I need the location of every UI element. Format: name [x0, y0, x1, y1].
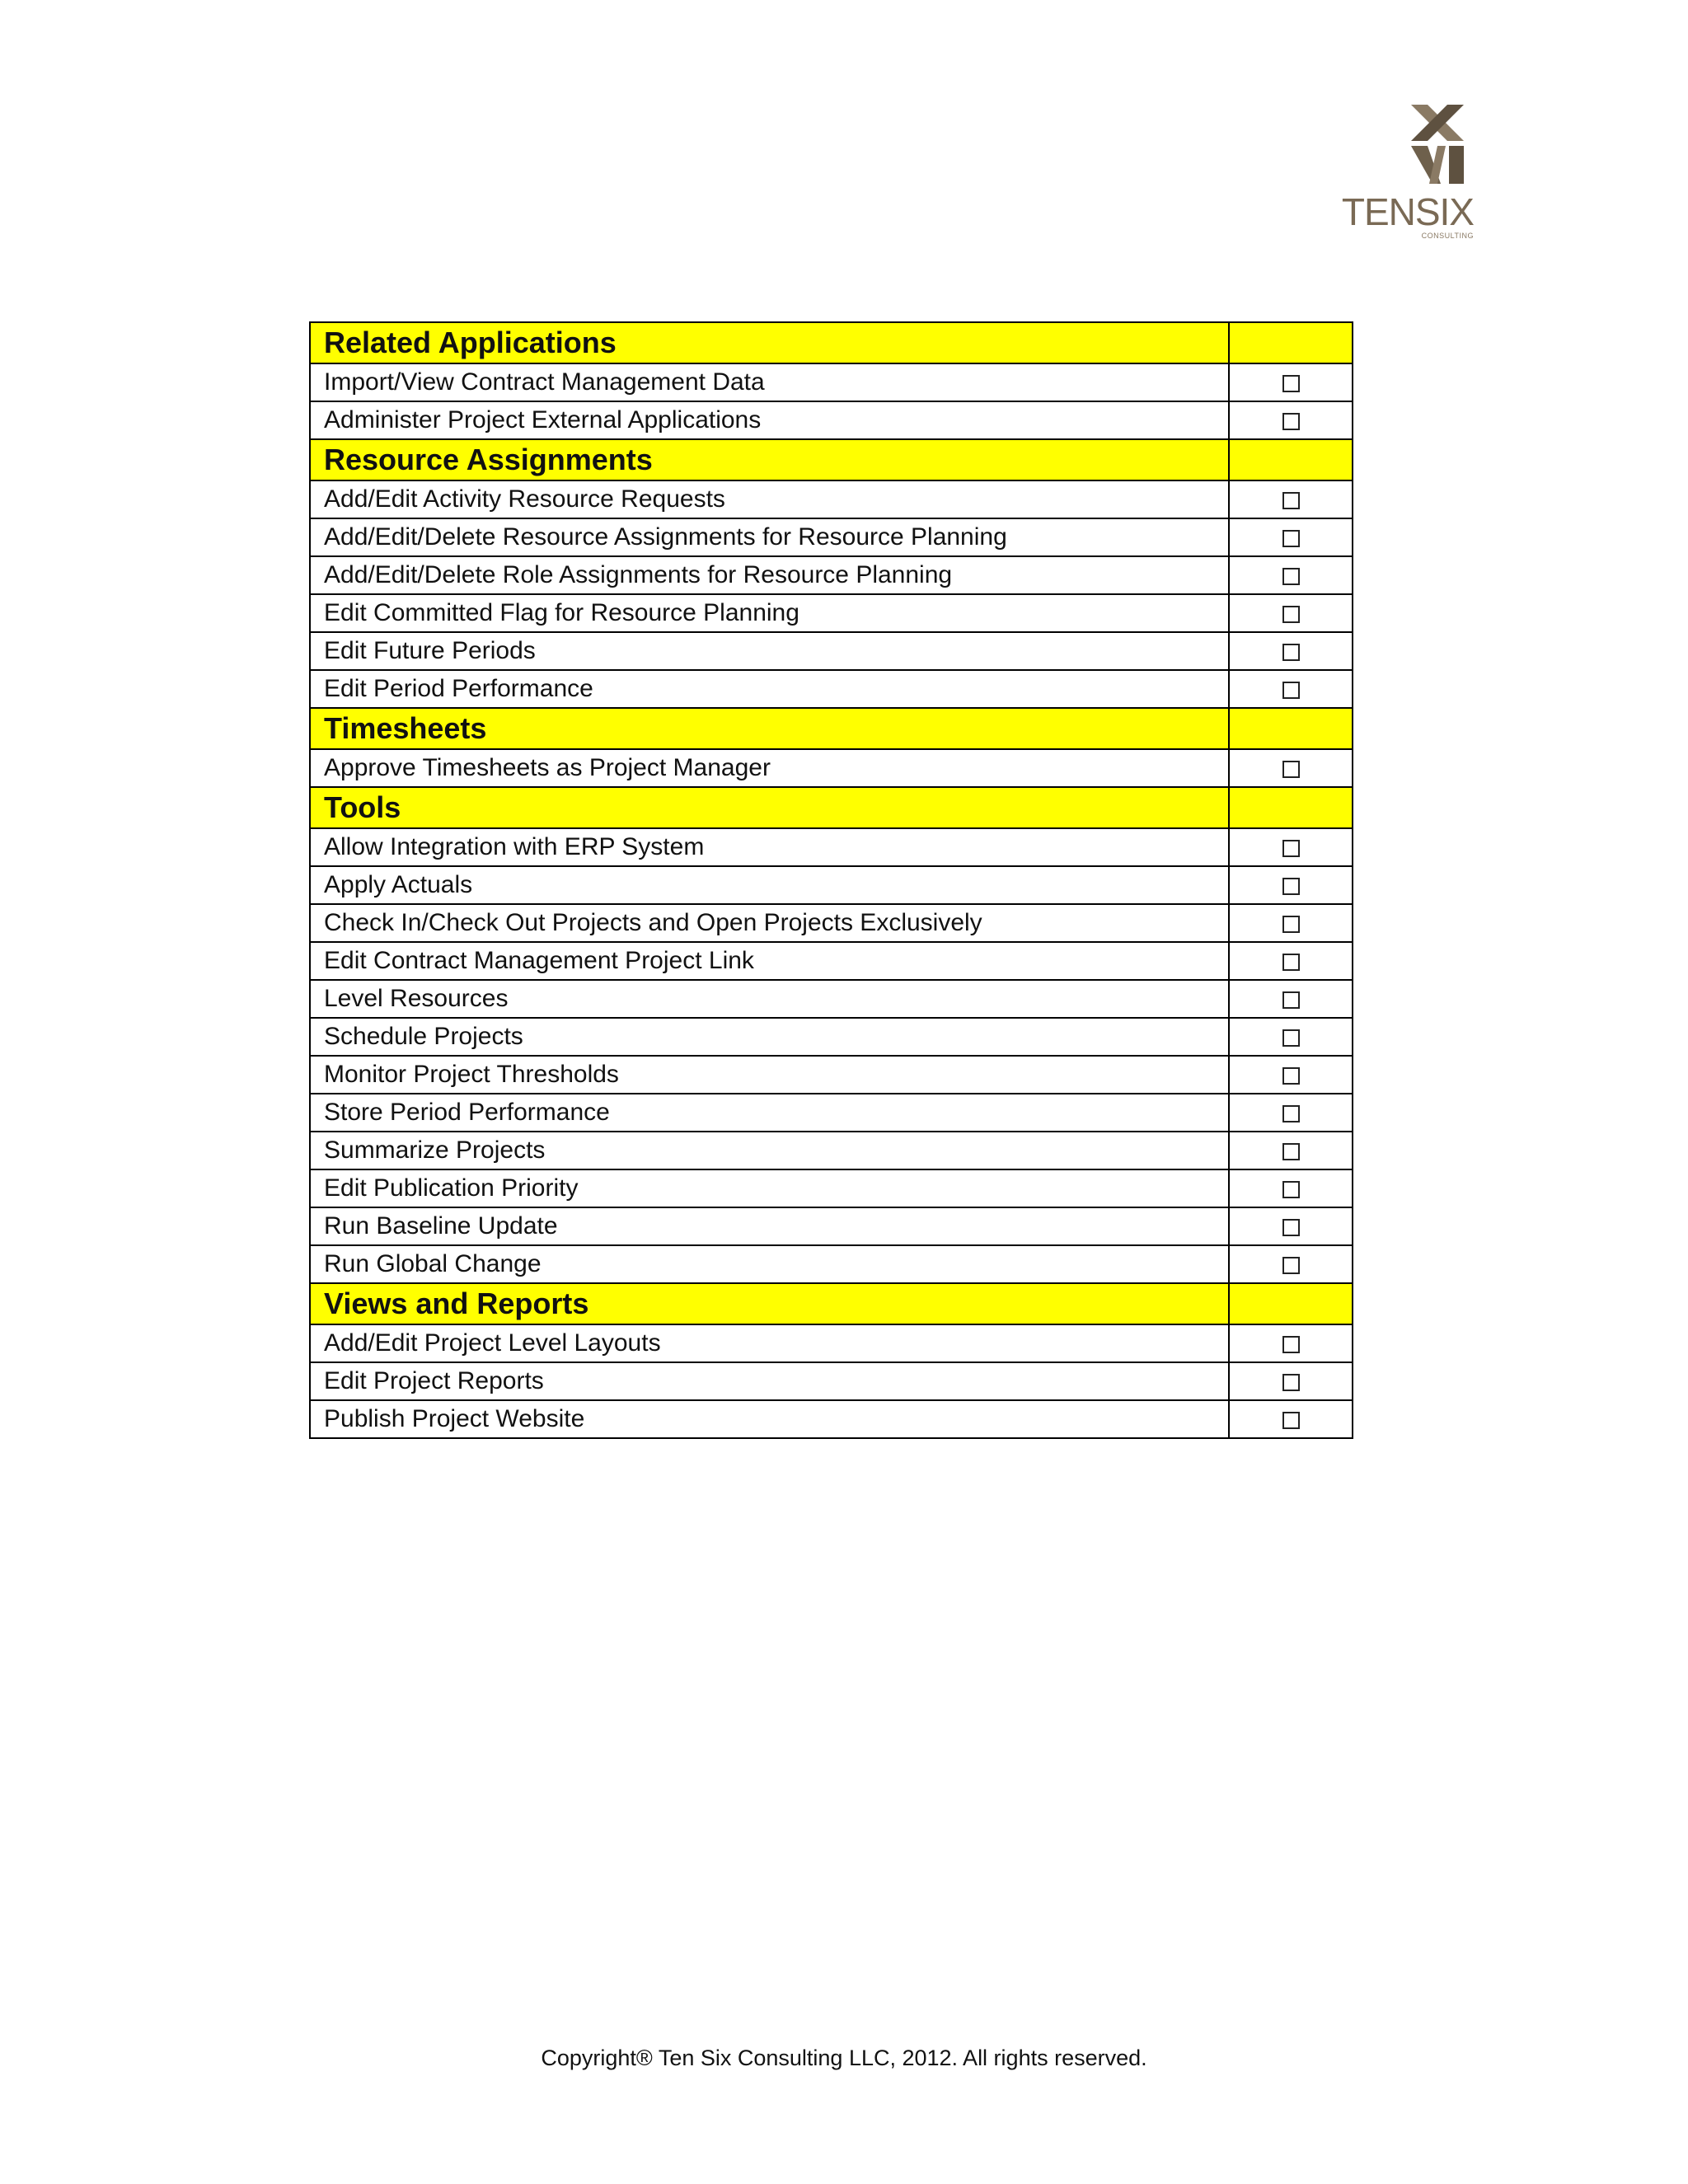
checklist-row — [310, 594, 1353, 632]
permission-check-cell — [1229, 1245, 1353, 1283]
section-title: Related Applications — [310, 322, 1229, 363]
checklist-row — [310, 942, 1353, 980]
permission-checkbox[interactable] — [1282, 1374, 1300, 1391]
checklist-row — [310, 1362, 1353, 1400]
checklist-row — [310, 363, 1353, 401]
permission-label: Import/View Contract Management Data — [310, 363, 1229, 401]
permission-check-cell — [1229, 1132, 1353, 1169]
section-check-header — [1229, 1283, 1353, 1324]
section-header-row — [310, 1283, 1353, 1324]
permission-checkbox[interactable] — [1282, 954, 1300, 971]
permission-label: Edit Project Reports — [310, 1362, 1229, 1400]
permission-checkbox[interactable] — [1282, 568, 1300, 585]
checklist-row — [310, 670, 1353, 708]
copyright-footer: Copyright® Ten Six Consulting LLC, 2012. All rights reserved. — [541, 2046, 1147, 2070]
permission-checkbox[interactable] — [1282, 1029, 1300, 1047]
permission-checkbox[interactable] — [1282, 1412, 1300, 1429]
permission-label: Monitor Project Thresholds — [310, 1056, 1229, 1094]
permission-label: Add/Edit/Delete Resource Assignments for Resource Planning — [310, 518, 1229, 556]
permission-label: Apply Actuals — [310, 866, 1229, 904]
checklist-row — [310, 401, 1353, 439]
permission-checkbox[interactable] — [1282, 375, 1300, 392]
permission-label: Approve Timesheets as Project Manager — [310, 749, 1229, 787]
logo-wordmark: TENSIX — [1341, 190, 1474, 233]
checklist-row — [310, 1324, 1353, 1362]
permission-label: Edit Period Performance — [310, 670, 1229, 708]
permission-checkbox[interactable] — [1282, 1336, 1300, 1353]
section-check-header — [1229, 708, 1353, 749]
permissions-checklist-table — [309, 321, 1353, 1439]
permission-label: Administer Project External Applications — [310, 401, 1229, 439]
permission-check-cell — [1229, 1362, 1353, 1400]
permission-label: Run Global Change — [310, 1245, 1229, 1283]
logo-i-stroke — [1449, 146, 1464, 184]
permission-check-cell — [1229, 1169, 1353, 1207]
section-check-header — [1229, 322, 1353, 363]
permission-check-cell — [1229, 866, 1353, 904]
permission-checkbox[interactable] — [1282, 1219, 1300, 1236]
checklist-row — [310, 1207, 1353, 1245]
permission-label: Add/Edit/Delete Role Assignments for Resource Planning — [310, 556, 1229, 594]
permission-check-cell — [1229, 1094, 1353, 1132]
checklist-row — [310, 1169, 1353, 1207]
checklist-row — [310, 480, 1353, 518]
section-header-row — [310, 439, 1353, 480]
checklist-row — [310, 1132, 1353, 1169]
permission-check-cell — [1229, 363, 1353, 401]
logo-subtitle: CONSULTING — [1421, 232, 1474, 240]
tensix-logo-mark — [1317, 103, 1482, 243]
section-title: Timesheets — [310, 708, 1229, 749]
permission-check-cell — [1229, 1324, 1353, 1362]
checklist-row — [310, 1056, 1353, 1094]
permission-check-cell — [1229, 632, 1353, 670]
section-check-header — [1229, 787, 1353, 828]
permission-checkbox[interactable] — [1282, 1257, 1300, 1274]
permission-label: Edit Publication Priority — [310, 1169, 1229, 1207]
permission-checkbox[interactable] — [1282, 413, 1300, 430]
permission-checkbox[interactable] — [1282, 878, 1300, 895]
permission-checkbox[interactable] — [1282, 840, 1300, 857]
permission-checkbox[interactable] — [1282, 1105, 1300, 1122]
checklist-row — [310, 1400, 1353, 1438]
permission-check-cell — [1229, 401, 1353, 439]
permission-checkbox[interactable] — [1282, 682, 1300, 699]
permission-label: Edit Future Periods — [310, 632, 1229, 670]
permission-label: Run Baseline Update — [310, 1207, 1229, 1245]
permission-check-cell — [1229, 594, 1353, 632]
checklist-row — [310, 556, 1353, 594]
checklist-row — [310, 904, 1353, 942]
permission-checkbox[interactable] — [1282, 1067, 1300, 1085]
permission-label: Add/Edit Project Level Layouts — [310, 1324, 1229, 1362]
section-check-header — [1229, 439, 1353, 480]
permission-label: Add/Edit Activity Resource Requests — [310, 480, 1229, 518]
section-title: Tools — [310, 787, 1229, 828]
permission-check-cell — [1229, 1018, 1353, 1056]
checklist-row — [310, 828, 1353, 866]
permission-label: Publish Project Website — [310, 1400, 1229, 1438]
permission-label: Level Resources — [310, 980, 1229, 1018]
permission-checkbox[interactable] — [1282, 1181, 1300, 1198]
permission-check-cell — [1229, 749, 1353, 787]
permission-checkbox[interactable] — [1282, 644, 1300, 661]
permission-checkbox[interactable] — [1282, 1143, 1300, 1160]
checklist-row — [310, 980, 1353, 1018]
permission-label: Edit Contract Management Project Link — [310, 942, 1229, 980]
permission-label: Edit Committed Flag for Resource Planning — [310, 594, 1229, 632]
permission-check-cell — [1229, 1207, 1353, 1245]
permission-check-cell — [1229, 670, 1353, 708]
permission-checkbox[interactable] — [1282, 761, 1300, 778]
permission-check-cell — [1229, 828, 1353, 866]
section-title: Views and Reports — [310, 1283, 1229, 1324]
permission-checkbox[interactable] — [1282, 991, 1300, 1009]
checklist-body — [310, 322, 1353, 1438]
section-header-row — [310, 708, 1353, 749]
permission-check-cell — [1229, 904, 1353, 942]
checklist-row — [310, 749, 1353, 787]
checklist-row — [310, 632, 1353, 670]
permission-label: Check In/Check Out Projects and Open Projects Exclusively — [310, 904, 1229, 942]
section-header-row — [310, 787, 1353, 828]
permission-check-cell — [1229, 1400, 1353, 1438]
permission-label: Store Period Performance — [310, 1094, 1229, 1132]
permission-checkbox[interactable] — [1282, 530, 1300, 547]
section-title: Resource Assignments — [310, 439, 1229, 480]
permission-check-cell — [1229, 556, 1353, 594]
checklist-row — [310, 1018, 1353, 1056]
permission-check-cell — [1229, 518, 1353, 556]
permission-check-cell — [1229, 980, 1353, 1018]
permission-checkbox[interactable] — [1282, 492, 1300, 509]
checklist-row — [310, 1245, 1353, 1283]
checklist-row — [310, 518, 1353, 556]
checklist-row — [310, 1094, 1353, 1132]
section-header-row — [310, 322, 1353, 363]
permission-check-cell — [1229, 480, 1353, 518]
permission-check-cell — [1229, 1056, 1353, 1094]
permission-checkbox[interactable] — [1282, 916, 1300, 933]
tensix-logo — [1317, 103, 1482, 243]
permission-label: Summarize Projects — [310, 1132, 1229, 1169]
permission-label: Allow Integration with ERP System — [310, 828, 1229, 866]
checklist-row — [310, 866, 1353, 904]
permission-checkbox[interactable] — [1282, 606, 1300, 623]
permission-label: Schedule Projects — [310, 1018, 1229, 1056]
permission-check-cell — [1229, 942, 1353, 980]
